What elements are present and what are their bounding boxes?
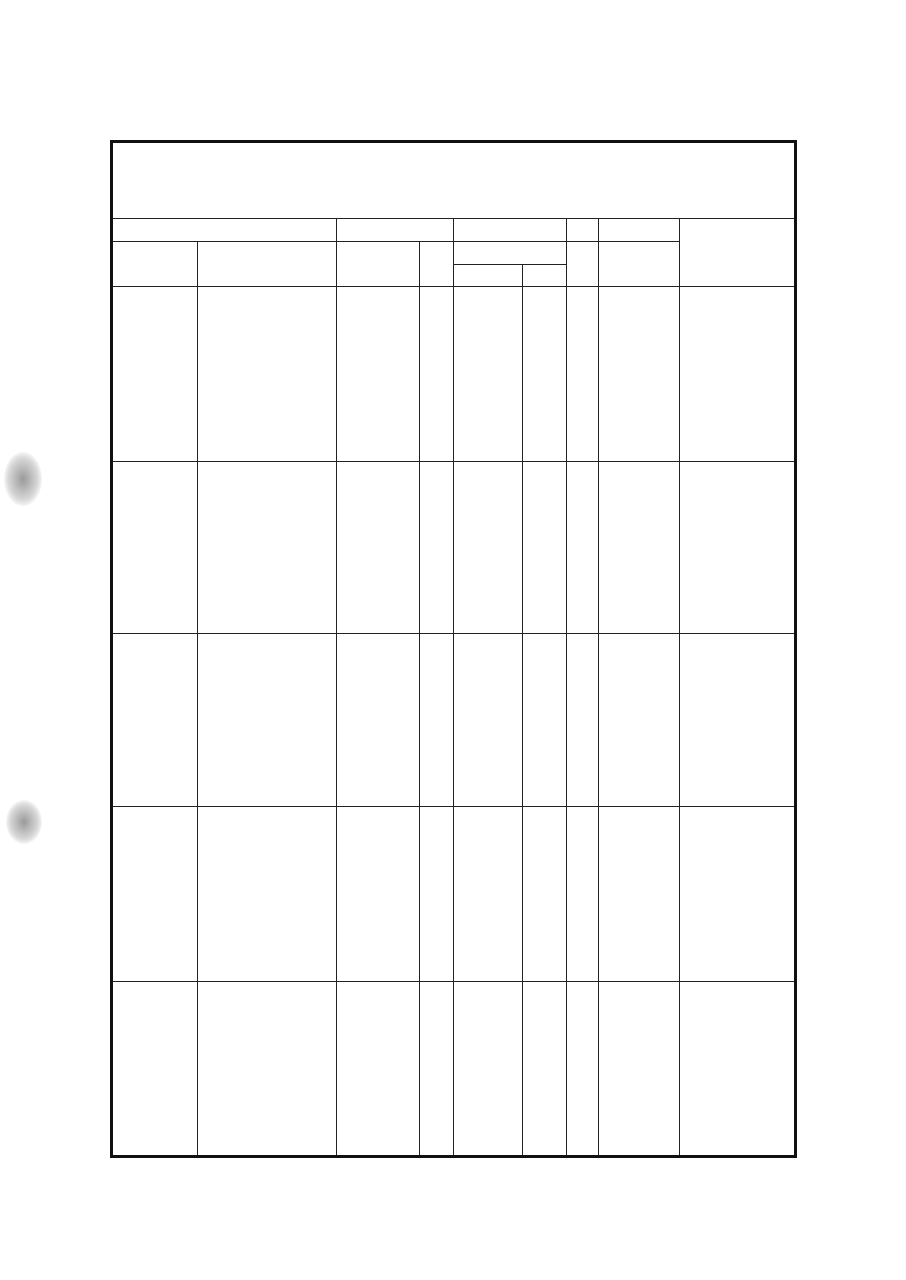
witness-list-table [110, 140, 797, 1158]
paper-smudge-bottom [6, 800, 42, 844]
case-display-line [374, 86, 448, 111]
paper-smudge-top [4, 452, 42, 506]
